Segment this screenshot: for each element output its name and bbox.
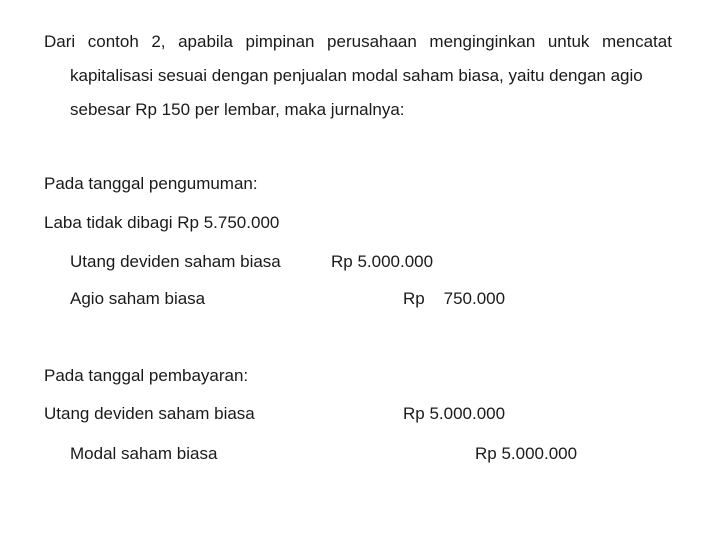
intro-word: untuk: [547, 32, 590, 51]
payment-heading: Pada tanggal pembayaran:: [44, 366, 249, 385]
intro-word: menginginkan: [429, 32, 536, 51]
intro-line-1: [44, 32, 672, 52]
announcement-credit1-account: Utang deviden saham biasa: [70, 252, 281, 271]
announcement-credit1-amount: Rp 5.000.000: [331, 252, 434, 271]
payment-credit-amount: Rp 5.000.000: [475, 444, 578, 463]
intro-word: perusahaan: [327, 32, 417, 51]
intro-word: contoh: [87, 32, 139, 51]
intro-word: pimpinan: [245, 32, 315, 51]
intro-line-2: kapitalisasi sesuai dengan penjualan modal saham biasa, yaitu dengan agio: [70, 66, 643, 85]
announcement-credit2-amount: Rp 750.000: [403, 289, 506, 308]
payment-debit-account: Utang deviden saham biasa: [44, 404, 255, 423]
intro-word: Dari: [44, 32, 76, 51]
intro-word: 2,: [151, 32, 166, 51]
intro-word: mencatat: [602, 32, 672, 51]
intro-word: apabila: [178, 32, 233, 51]
payment-debit-amount: Rp 5.000.000: [403, 404, 506, 423]
payment-credit-account: Modal saham biasa: [70, 444, 218, 463]
announcement-credit2-account: Agio saham biasa: [70, 289, 206, 308]
announcement-debit-entry: Laba tidak dibagi Rp 5.750.000: [44, 213, 280, 232]
intro-line-3: sebesar Rp 150 per lembar, maka jurnalnya:: [70, 100, 405, 119]
announcement-heading: Pada tanggal pengumuman:: [44, 174, 258, 193]
